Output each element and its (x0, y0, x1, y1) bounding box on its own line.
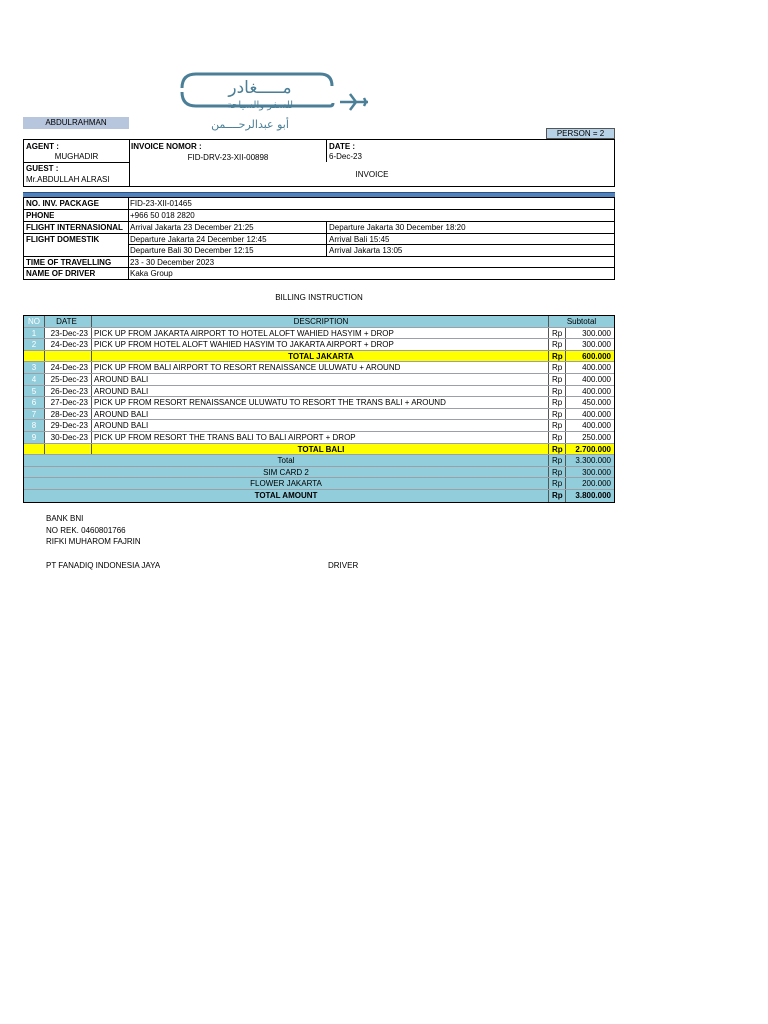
total-jakarta-label: TOTAL JAKARTA (92, 351, 549, 362)
table-row (24, 362, 614, 374)
table-row (24, 409, 614, 421)
billing-table (23, 315, 615, 503)
row-description: PICK UP FROM BALI AIRPORT TO RESORT RENAISSANCE ULUWATU + AROUND (92, 362, 549, 373)
logo-arabic-name: أبو عبدالرحــــمن (211, 118, 289, 131)
col-subtotal-header: Subtotal (566, 317, 597, 326)
bank-name: BANK BNI (46, 514, 84, 523)
row-number: 1 (24, 328, 45, 339)
row-date: 28-Dec-23 (45, 409, 92, 420)
table-row (24, 432, 614, 444)
company-logo (170, 70, 370, 136)
row-number: 4 (24, 374, 45, 385)
pkg-value-3: Departure Jakarta 24 December 12:45 (130, 235, 267, 244)
col-date-header: DATE (45, 316, 92, 327)
pkg-value-1: +966 50 018 2820 (130, 211, 195, 220)
col-no-header: NO (24, 316, 45, 327)
total-amount-label: TOTAL AMOUNT (24, 490, 549, 502)
col-description-header: DESCRIPTION (92, 316, 549, 327)
table-row (24, 386, 614, 398)
row-number: 8 (24, 420, 45, 431)
airplane-icon (340, 94, 368, 110)
pkg-value2-2: Departure Jakarta 30 December 18:20 (329, 223, 466, 232)
total-jakarta-amount: 600.000 (582, 351, 611, 361)
row-amount: 400.000 (582, 421, 611, 431)
row-currency: Rp (549, 432, 566, 443)
invoice-header-table (23, 139, 615, 187)
summary-row-sim-card (24, 467, 614, 479)
invoice-nomor-label: INVOICE NOMOR : (131, 142, 202, 151)
invoice-title: INVOICE (355, 170, 389, 179)
row-number: 6 (24, 397, 45, 408)
summary-amount: 200.000 (582, 479, 611, 489)
account-holder: RIFKI MUHAROM FAJRIN (46, 537, 141, 546)
row-description: PICK UP FROM RESORT RENAISSANCE ULUWATU TO RESORT THE TRANS BALI + AROUND (92, 397, 549, 408)
row-amount: 400.000 (582, 386, 611, 396)
row-currency: Rp (549, 386, 566, 397)
invoice-nomor-value: FID-DRV-23-XII-00898 (187, 153, 269, 162)
pkg-value-2: Arrival Jakarta 23 December 21:25 (130, 223, 254, 232)
row-number: 3 (24, 362, 45, 373)
pkg-label-2: FLIGHT INTERNASIONAL (26, 223, 123, 232)
table-row (24, 420, 614, 432)
agent-label: AGENT : (26, 142, 59, 151)
row-description: PICK UP FROM JAKARTA AIRPORT TO HOTEL ALOFT WAHIED HASYIM + DROP (92, 328, 549, 339)
package-info-table (23, 197, 615, 280)
total-bali-row (24, 444, 614, 456)
company-name: PT FANADIQ INDONESIA JAYA (46, 561, 161, 570)
row-description: AROUND BALI (92, 420, 549, 431)
row-date: 25-Dec-23 (45, 374, 92, 385)
billing-title: BILLING INSTRUCTION (275, 293, 363, 302)
guest-label: GUEST : (26, 164, 59, 173)
date-label: DATE : (329, 142, 356, 151)
row-currency: Rp (549, 455, 566, 466)
row-currency: Rp (549, 478, 566, 489)
bank-account-number: NO REK. 0460801766 (46, 526, 126, 535)
row-date: 24-Dec-23 (45, 362, 92, 373)
person-count-badge: PERSON = 2 (546, 128, 615, 139)
pkg-value-5: 23 - 30 December 2023 (130, 258, 215, 267)
row-currency: Rp (549, 420, 566, 431)
row-date: 24-Dec-23 (45, 339, 92, 350)
pkg-label-3: FLIGHT DOMESTIK (26, 235, 100, 244)
row-description: AROUND BALI (92, 374, 549, 385)
row-amount: 300.000 (582, 328, 611, 338)
summary-label: Total (24, 455, 549, 466)
row-currency: Rp (549, 490, 566, 502)
row-description: AROUND BALI (92, 386, 549, 397)
total-amount-value: 3.800.000 (575, 490, 611, 500)
row-date: 27-Dec-23 (45, 397, 92, 408)
row-date: 30-Dec-23 (45, 432, 92, 443)
row-amount: 300.000 (582, 340, 611, 350)
summary-row-flower (24, 478, 614, 490)
logo-arabic-main: مـــــغادر (228, 78, 292, 98)
row-amount: 400.000 (582, 409, 611, 419)
row-amount: 400.000 (582, 363, 611, 373)
summary-row-total-amount (24, 490, 614, 502)
table-row (24, 397, 614, 409)
summary-label: FLOWER JAKARTA (24, 478, 549, 489)
row-date: 29-Dec-23 (45, 420, 92, 431)
summary-amount: 3.300.000 (575, 456, 611, 466)
row-number: 5 (24, 386, 45, 397)
row-amount: 400.000 (582, 374, 611, 384)
row-description: PICK UP FROM RESORT THE TRANS BALI TO BALI AIRPORT + DROP (92, 432, 549, 443)
summary-amount: 300.000 (582, 467, 611, 477)
row-amount: 450.000 (582, 398, 611, 408)
table-row (24, 328, 614, 340)
date-value: 6-Dec-23 (329, 152, 362, 161)
row-currency: Rp (549, 397, 566, 408)
pkg-label-5: TIME OF TRAVELLING (26, 258, 112, 267)
driver-signature-label: DRIVER (328, 561, 359, 570)
billing-header-row (24, 316, 614, 328)
total-jakarta-row (24, 351, 614, 363)
pkg-label-0: NO. INV. PACKAGE (26, 199, 99, 208)
row-currency: Rp (549, 328, 566, 339)
pkg-value-6: Kaka Group (130, 269, 173, 278)
row-number: 7 (24, 409, 45, 420)
pkg-value-0: FID-23-XII-01465 (130, 199, 192, 208)
row-amount: 250.000 (582, 432, 611, 442)
total-bali-amount: 2.700.000 (575, 444, 611, 454)
row-date: 26-Dec-23 (45, 386, 92, 397)
agent-value: MUGHADIR (54, 152, 99, 161)
summary-label: SIM CARD 2 (24, 467, 549, 478)
pkg-value-4: Departure Bali 30 December 12:15 (130, 246, 254, 255)
summary-row-total (24, 455, 614, 467)
table-row (24, 339, 614, 351)
total-bali-label: TOTAL BALI (92, 444, 549, 455)
table-row (24, 374, 614, 386)
pkg-value2-4: Arrival Jakarta 13:05 (329, 246, 403, 255)
row-currency: Rp (549, 409, 566, 420)
row-currency: Rp (549, 339, 566, 350)
row-currency: Rp (549, 362, 566, 373)
row-currency: Rp (549, 444, 566, 455)
row-description: PICK UP FROM HOTEL ALOFT WAHIED HASYIM TO JAKARTA AIRPORT + DROP (92, 339, 549, 350)
customer-name-badge: ABDULRAHMAN (23, 117, 129, 129)
row-number: 2 (24, 339, 45, 350)
pkg-label-6: NAME OF DRIVER (26, 269, 96, 278)
row-currency: Rp (549, 374, 566, 385)
pkg-value2-3: Arrival Bali 15:45 (329, 235, 390, 244)
row-number: 9 (24, 432, 45, 443)
pkg-label-1: PHONE (26, 211, 55, 220)
row-currency: Rp (549, 467, 566, 478)
logo-arabic-sub: للسفر والسياحة (226, 100, 294, 111)
guest-value: Mr.ABDULLAH ALRASI (26, 175, 110, 184)
row-date: 23-Dec-23 (45, 328, 92, 339)
row-description: AROUND BALI (92, 409, 549, 420)
row-currency: Rp (549, 351, 566, 362)
